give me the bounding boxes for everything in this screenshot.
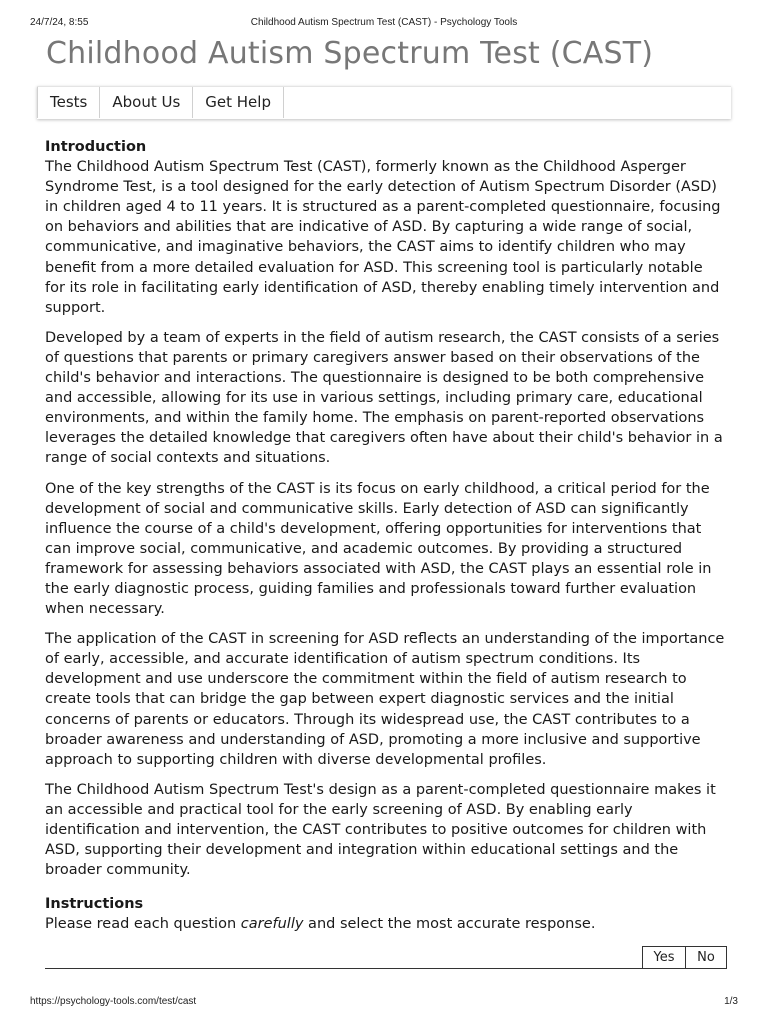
introduction-heading: Introduction (45, 139, 147, 155)
nav-tab-about-us[interactable]: About Us (100, 87, 193, 118)
top-navigation (37, 86, 731, 119)
instructions-text (45, 914, 727, 934)
print-header (30, 17, 738, 31)
introduction-paragraph: The Childhood Autism Spectrum Test's design as a parent-completed questionnaire makes it an accessible and practical tool for the early screening of ASD. By enabling early identification and intervention, the CAST contributes to positive outcomes for children with ASD, supporting their development and integration within educational settings and the broader community. (45, 781, 716, 879)
introduction-paragraph: One of the key strengths of the CAST is its focus on early childhood, a critical period for the development of social and communicative skills. Early detection of ASD can significantly influence the course of a child's development, offering opportunities for interventions that can improve social, communicative, and academic outcomes. By providing a structured framework for assessing behaviors associated with ASD, the CAST plays an essential role in the early diagnostic process, guiding families and professionals toward further evaluation when necessary. (45, 480, 712, 618)
introduction-paragraph: The application of the CAST in screening for ASD reflects an understanding of the importance of early, accessible, and accurate identification of autism spectrum conditions. Its development and use underscore the commitment within the field of autism research to create tools that can bridge the gap between expert diagnostic services and the initial concerns of parents or educators. Through its widespread use, the CAST contributes to a broader awareness and understanding of ASD, promoting a more inclusive and supportive approach to supporting children with diverse developmental profiles. (45, 631, 725, 768)
print-footer (30, 996, 738, 1010)
nav-tab-get-help[interactable]: Get Help (193, 87, 284, 118)
instructions-emphasis: carefully (240, 916, 304, 933)
print-datetime: 24/7/24, 8:55 (30, 17, 89, 28)
instructions-heading: Instructions (45, 896, 144, 913)
instructions-text-start: Please read each question (45, 916, 241, 933)
introduction-paragraph: The Childhood Autism Spectrum Test (CAST), formerly known as the Childhood Asperger Syndrome Test, is a tool designed for the early detection of Autism Spectrum Disorder (ASD) in children aged 4 to 11 years. It is structured as a parent-completed questionnaire, focusing on behaviors and abilities that are indicative of ASD. By capturing a wide range of social, communicative, and imaginative behaviors, the CAST aims to identify children who may benefit from a more detailed evaluation for ASD. This screening tool is particularly notable for its role in facilitating early identification of ASD, thereby enabling timely intervention and support. (45, 159, 721, 316)
instructions-text-end: and select the most accurate response. (303, 916, 596, 933)
yes-button[interactable]: Yes (643, 947, 686, 969)
answer-header-row (45, 946, 727, 969)
answer-options (642, 946, 727, 969)
main-content (45, 137, 727, 944)
print-document-title: Childhood Autism Spectrum Test (CAST) - Psychology Tools (250, 17, 518, 28)
page-title: Childhood Autism Spectrum Test (CAST) (46, 36, 654, 71)
introduction-paragraph: Developed by a team of experts in the field of autism research, the CAST consists of a series of questions that parents or primary caregivers answer based on their observations of the child's behavior and interactions. The questionnaire is designed to be both comprehensive and accessible, allowing for its use in various settings, including primary care, educational environments, and within the family home. The emphasis on parent-reported observations leverages the detailed knowledge that caregivers often have about their child's behavior in a range of social contexts and situations. (45, 329, 723, 467)
page-number: 1/3 (724, 996, 738, 1007)
print-url: https://psychology-tools.com/test/cast (30, 996, 197, 1007)
no-button[interactable]: No (697, 950, 715, 965)
nav-tab-tests[interactable]: Tests (37, 87, 100, 118)
